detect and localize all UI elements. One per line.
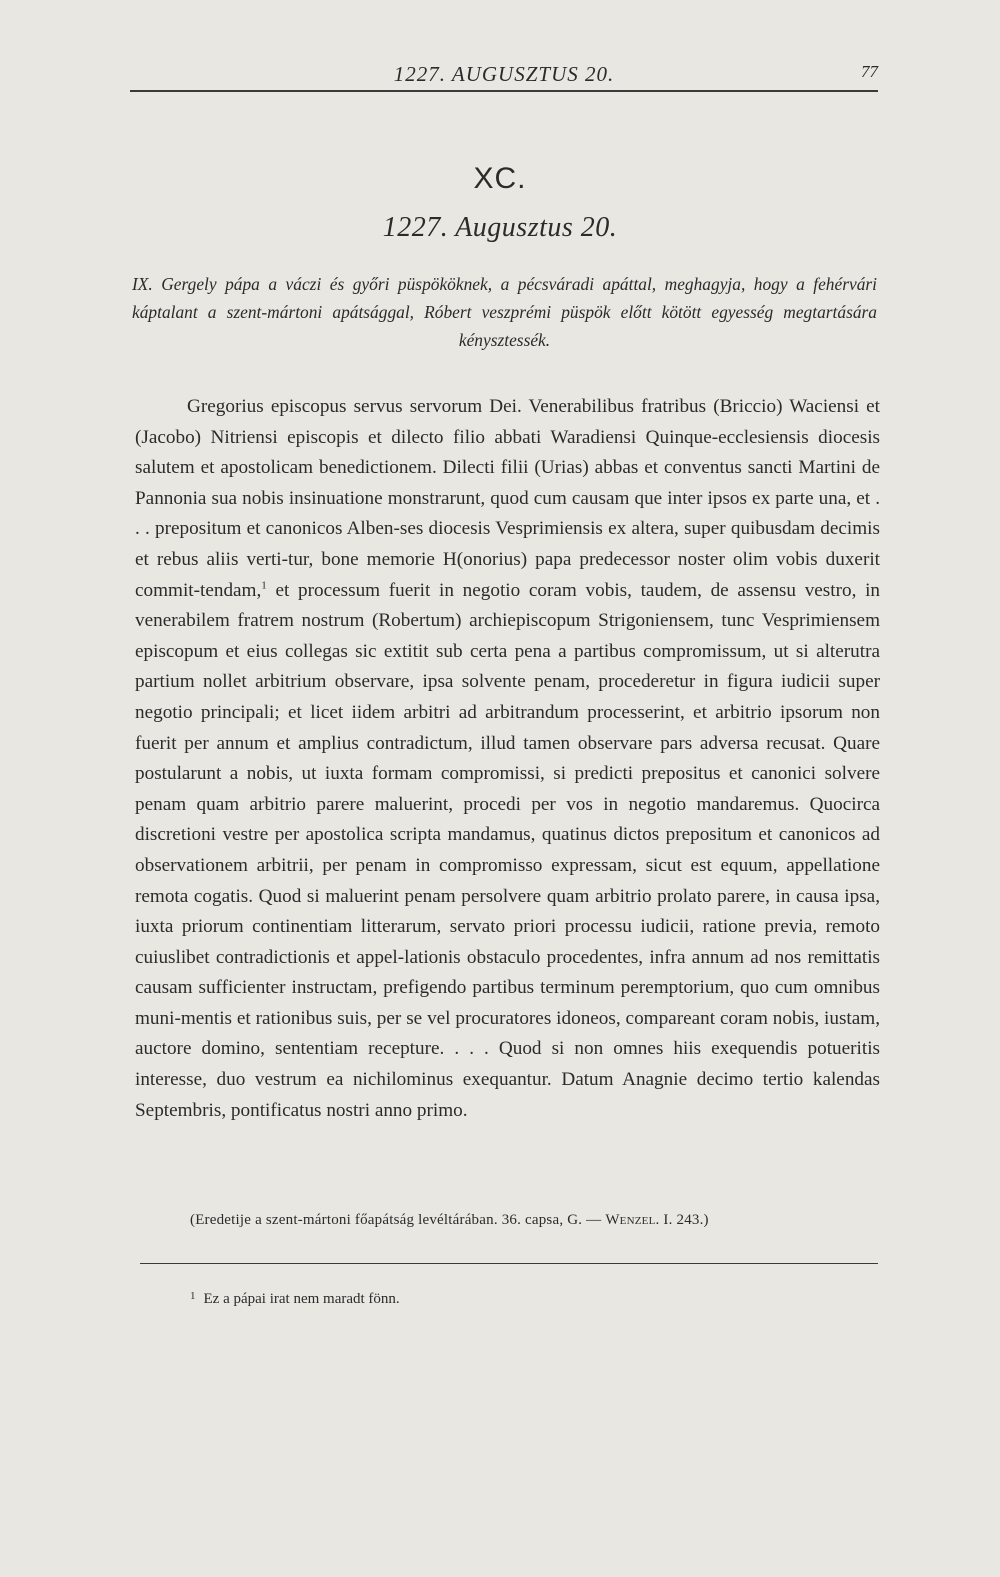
footnote-text: Ez a pápai irat nem maradt fönn. (203, 1291, 400, 1307)
footnote-divider (140, 1263, 878, 1264)
source-note-suffix: . I. 243.) (655, 1212, 709, 1228)
page-number: 77 (861, 62, 878, 81)
footnote (190, 1290, 400, 1308)
page-header (130, 60, 878, 92)
source-note-author: Wenzel (605, 1212, 656, 1228)
source-note-prefix: (Eredetije a szent-mártoni főapátság levéltárában. 36. capsa, G. — (190, 1212, 606, 1228)
document-date: 1227. Augusztus 20. (382, 212, 618, 243)
footnote-reference: 1 (261, 579, 267, 592)
document-body (135, 392, 880, 1126)
body-text-part-2: et processum fuerit in negotio coram vobis, taudem, de assensu vestro, in venerabilem fratrem nostrum (Robertum) archiepiscopum Strigoniensem, tunc Vesprimiensem episcopum et eius collegas sic extitit sub certa pena a partibus compromissum, ut si alterutra partium nollet arbitrium observare, ipsa solvente penam, procederetur in figura iudicii super negotio principali; et licet iidem arbitri ad arbitrandum processerint, et arbitrio ipsorum non fuerit per annum et amplius contradictum, illud tamen observare pars adversa recusat. Quare postularunt a nobis, ut iuxta formam compromissi, si predicti prepositus et canonici solvere penam quam arbitrio parere maluerint, procedi per vos in negotio mandaremus. Quocirca discretioni vestre per apostolica scripta mandamus, quatinus dictos prepositum et canonicos ad observationem arbitrii, per penam in compromisso expressam, sicut est equum, appellatione remota cogatis. Quod si maluerint penam persolvere quam arbitrio prolato parere, in causa ipsa, iuxta priorum continentiam litterarum, servato priori processu iudicii, ratione previa, remoto cuiuslibet contradictionis et appel-lationis obstaculo procedentes, infra annum ad nos remittatis causam sufficienter instructam, prefigendo partibus terminum peremptorium, quo cum omnibus muni-mentis et rationibus suis, per se vel procuratores idoneos, compareant coram nobis, iustam, auctore domino, sententiam recepture. . . . Quod si non omnes hiis exequendis potueritis interesse, duo vestrum ea nichilominus exequantur. Datum Anagnie decimo tertio kalendas Septembris, pontificatus nostri anno primo. (135, 579, 880, 1121)
running-head: 1227. AUGUSZTUS 20. (393, 62, 615, 86)
body-text-part-1: Gregorius episcopus servus servorum Dei. Venerabilibus fratribus (Briccio) Waciensi et (Jacobo) Nitriensi episcopis et dilecto filio abbati Waradiensi Quinque-ecclesiensis diocesis salutem et apostolicam benedictionem. Dilecti filii (Urias) abbas et conventus sancti Martini de Pannonia sua nobis insinuatione monstrarunt, quod cum causam que inter ipsos ex parte una, et . . . prepositum et canonicos Alben-ses diocesis Vesprimiensis ex altera, super quibusdam decimis et rebus aliis verti-tur, bone memorie H(onorius) papa predecessor noster olim vobis duxerit commit-tendam, (135, 396, 880, 601)
document-number: XC. (473, 162, 527, 195)
footnote-marker: 1 (190, 1290, 196, 1302)
source-note (190, 1212, 890, 1229)
document-summary: IX. Gergely pápa a váczi és győri püspököknek, a pécsváradi apáttal, meghagyja, hogy a fehérvári káptalant a szent-mártoni apátsággal, Róbert veszprémi püspök előtt kötött egyesség megtartására kénysztessék. (132, 274, 877, 350)
